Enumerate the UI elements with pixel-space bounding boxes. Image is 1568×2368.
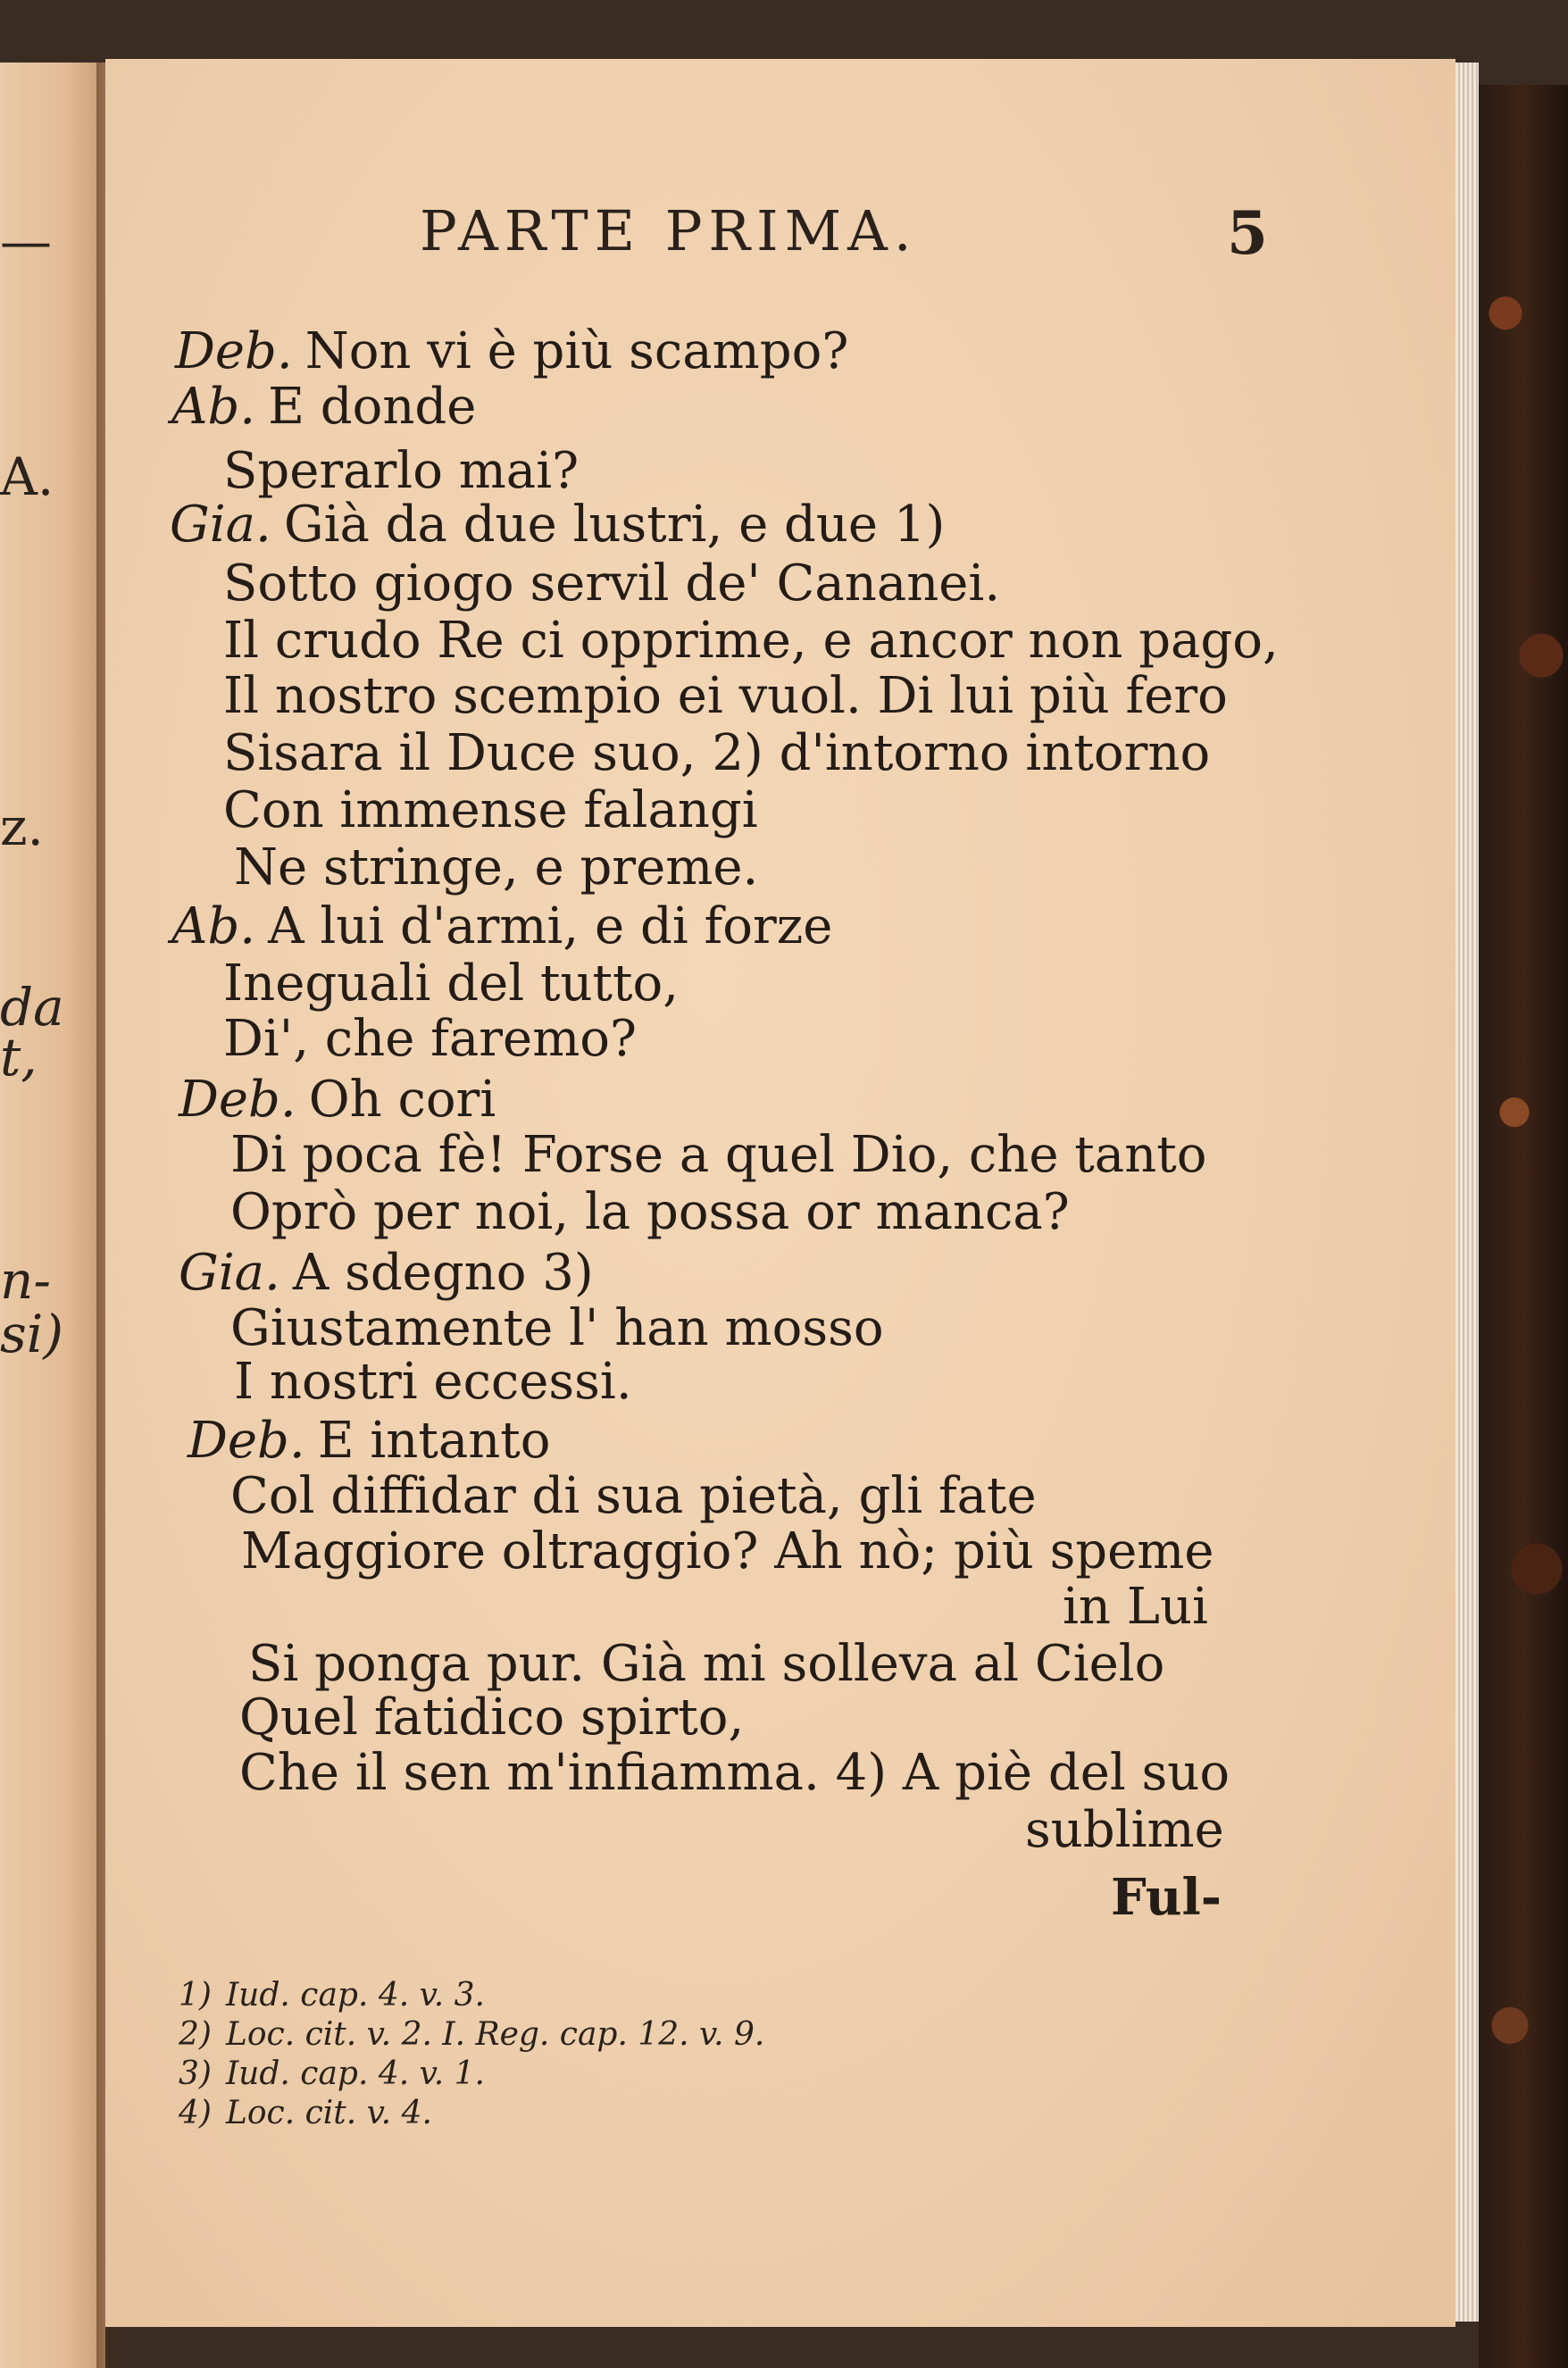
left-page-fragment: si): [0, 1304, 63, 1364]
left-page-fragment: da: [0, 977, 64, 1038]
verse-text: A sdegno 3): [292, 1244, 594, 1302]
verse-line: [171, 897, 833, 955]
verse-text: Che il sen m'infiamma. 4) A piè del suo: [239, 1744, 1230, 1802]
verse-text: Di poca fè! Forse a quel Dio, che tanto: [230, 1126, 1207, 1184]
verse-text: A lui d'armi, e di forze: [268, 897, 833, 955]
footnote-text: Iud. cap. 4. v. 3.: [225, 1977, 485, 2014]
verse-line: [170, 496, 946, 554]
footnote-mark: 2): [179, 2016, 212, 2053]
verse-line: [230, 1183, 1070, 1241]
verse-line: [223, 781, 758, 839]
verse-line: [239, 1744, 1230, 1802]
left-page-fragment: —: [0, 211, 52, 271]
footnote: [179, 1977, 485, 2014]
footnote: [179, 2055, 485, 2092]
verse-text: Maggiore oltraggio? Ah nò; più speme: [241, 1522, 1214, 1580]
footnote-text: Loc. cit. v. 4.: [225, 2095, 432, 2131]
verse-text: Giustamente l' han mosso: [230, 1299, 884, 1357]
verse-line: [223, 955, 680, 1013]
verse-line: [175, 322, 849, 380]
verse-text: Oprò per noi, la possa or manca?: [230, 1183, 1070, 1241]
verse-text: Il crudo Re ci opprime, e ancor non pago,: [223, 612, 1279, 670]
verse-text: Con immense falangi: [223, 781, 758, 839]
left-page-fragment: t,: [0, 1027, 38, 1088]
verse-text: sublime: [1025, 1801, 1224, 1859]
verse-text: Già da due lustri, e due 1): [283, 496, 946, 554]
speaker-label: Deb.: [188, 1412, 305, 1470]
footnote: [179, 2016, 764, 2053]
verse-text: E donde: [268, 378, 477, 436]
footnote-mark: 3): [179, 2055, 212, 2092]
verse-text: Sisara il Duce suo, 2) d'intorno intorno: [223, 724, 1211, 782]
verse-line: [171, 378, 477, 436]
footnote-text: Loc. cit. v. 2. I. Reg. cap. 12. v. 9.: [225, 2016, 765, 2053]
verse-line: [223, 667, 1228, 725]
left-facing-page: [0, 63, 105, 2368]
verse-line: [248, 1635, 1165, 1693]
verse-text: Oh cori: [308, 1071, 496, 1129]
verse-text: Ineguali del tutto,: [223, 955, 680, 1013]
verse-line: [239, 1688, 745, 1747]
verse-line: [241, 1522, 1214, 1580]
verse-line: [230, 1299, 884, 1357]
running-title: PARTE PRIMA.: [420, 198, 918, 263]
verse-line: [1063, 1578, 1208, 1636]
verse-line: [223, 724, 1211, 782]
speaker-label: Gia.: [179, 1244, 280, 1302]
left-page-fragment: n-: [0, 1250, 51, 1311]
verse-text: Non vi è più scampo?: [304, 322, 849, 380]
verse-text: Sperarlo mai?: [223, 442, 580, 500]
speaker-label: Gia.: [170, 496, 271, 554]
speaker-label: Ab.: [171, 897, 256, 955]
verse-text: E intanto: [317, 1412, 551, 1470]
verse-line: [1025, 1801, 1224, 1859]
speaker-label: Ab.: [171, 378, 256, 436]
left-page-fragment: A.: [0, 446, 54, 507]
verse-line: [179, 1071, 496, 1129]
left-page-fragment: z.: [0, 796, 44, 857]
verse-line: [234, 1353, 632, 1411]
verse-text: Il nostro scempio ei vuol. Di lui più fero: [223, 667, 1228, 725]
verse-text: Ne stringe, e preme.: [234, 838, 759, 896]
footnote-text: Iud. cap. 4. v. 1.: [225, 2055, 485, 2092]
catchword: Ful-: [1111, 1868, 1222, 1927]
speaker-label: Deb.: [179, 1071, 296, 1129]
verse-text: Quel fatidico spirto,: [239, 1688, 745, 1747]
marbled-cover-board: [1479, 85, 1568, 2368]
page-edge: [1455, 63, 1479, 2322]
verse-line: [223, 442, 580, 500]
speaker-label: Deb.: [175, 322, 293, 380]
footnote: [179, 2095, 432, 2131]
verse-line: [234, 838, 759, 896]
verse-text: I nostri eccessi.: [234, 1353, 632, 1411]
footnote-mark: 1): [179, 1977, 212, 2014]
verse-line: [179, 1244, 594, 1302]
verse-text: Di', che faremo?: [223, 1010, 638, 1068]
verse-line: [223, 1010, 638, 1068]
verse-text: Col diffidar di sua pietà, gli fate: [230, 1467, 1037, 1525]
verse-line: [223, 554, 1001, 613]
verse-text: in Lui: [1063, 1578, 1208, 1636]
verse-text: Si ponga pur. Già mi solleva al Cielo: [248, 1635, 1165, 1693]
verse-line: [230, 1126, 1207, 1184]
verse-line: [230, 1467, 1037, 1525]
page-number: 5: [1227, 198, 1268, 268]
verse-line: [223, 612, 1279, 670]
footnote-mark: 4): [179, 2095, 212, 2131]
verse-text: Sotto giogo servil de' Cananei.: [223, 554, 1001, 613]
verse-line: [188, 1412, 551, 1470]
